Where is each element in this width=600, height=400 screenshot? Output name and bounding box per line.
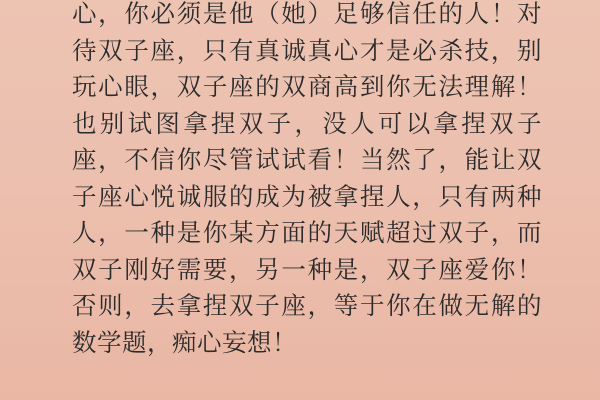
body-paragraph: 心，你必须是他（她）足够信任的人！对待双子座，只有真诚真心才是必杀技，别玩心眼，双子座的双商高到你无法理解！也别试图拿捏双子，没人可以拿捏双子座，不信你尽管试试看！当然了，能让双子座心悦诚服的成为被拿捏人，只有两种人，一种是你某方面的天赋超过双子，而双子刚好需要，另一种是，双子座爱你！否则，去拿捏双子座，等于你在做无解的数学题，痴心妄想！	[72, 0, 542, 357]
body-text-block	[72, 0, 542, 361]
